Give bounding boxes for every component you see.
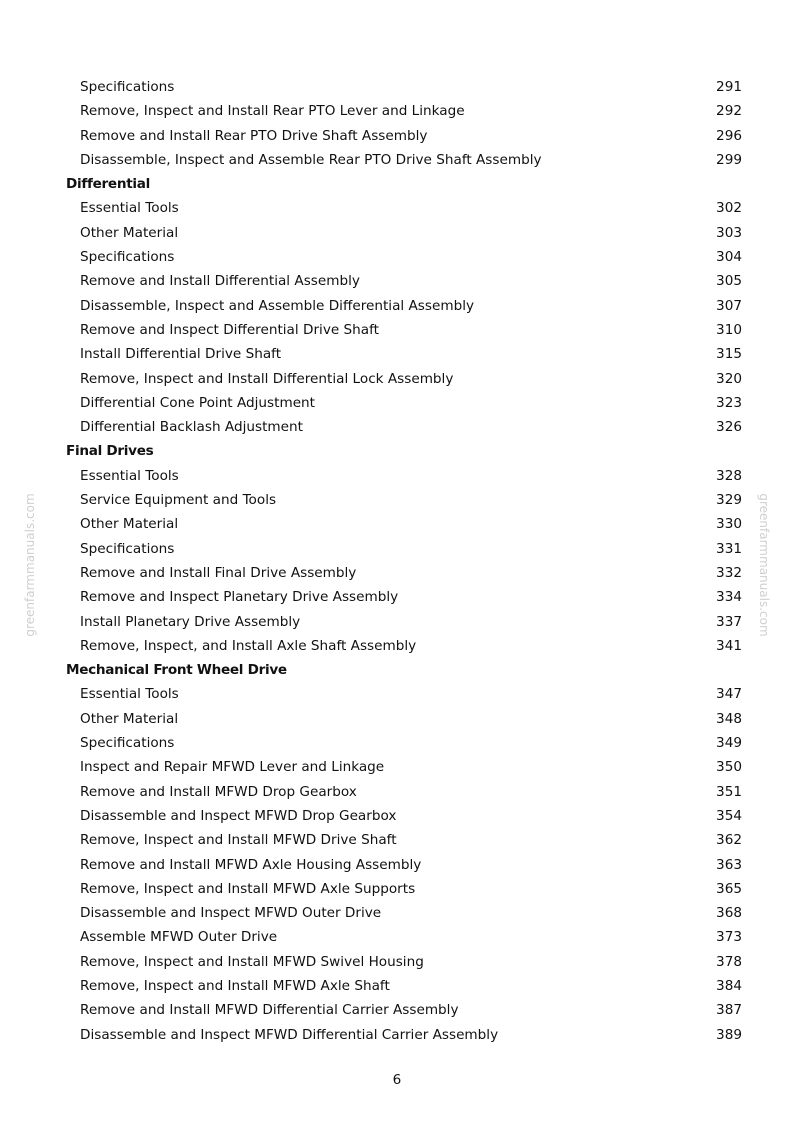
toc-entry[interactable] [66, 75, 742, 99]
entry-title: Disassemble and Inspect MFWD Drop Gearbox [80, 807, 397, 824]
toc-entry[interactable] [66, 610, 742, 634]
toc-entry[interactable] [66, 585, 742, 609]
toc-section-heading [66, 172, 742, 196]
entry-title: Other Material [80, 710, 179, 727]
entry-title: Remove, Inspect and Install Rear PTO Lever and Linkage [80, 103, 465, 120]
toc-entry[interactable] [66, 294, 742, 318]
table-of-contents [66, 75, 742, 1047]
entry-page-number: 332 [716, 564, 742, 581]
watermark-left: greenfarmmanuals.com [23, 493, 37, 637]
toc-entry[interactable] [66, 512, 742, 536]
toc-entry[interactable] [66, 925, 742, 949]
entry-title: Remove and Install MFWD Axle Housing Assembly [80, 856, 422, 873]
toc-section-heading [66, 439, 742, 463]
entry-page-number: 320 [716, 370, 742, 387]
entry-page-number: 310 [716, 321, 742, 338]
section-title: Final Drives [66, 443, 154, 460]
entry-page-number: 373 [716, 929, 742, 946]
toc-entry[interactable] [66, 367, 742, 391]
entry-title: Assemble MFWD Outer Drive [80, 929, 278, 946]
toc-entry[interactable] [66, 804, 742, 828]
page-number: 6 [392, 1072, 402, 1088]
entry-title: Remove and Install MFWD Drop Gearbox [80, 783, 357, 800]
entry-page-number: 354 [716, 807, 742, 824]
toc-entry[interactable] [66, 877, 742, 901]
toc-entry[interactable] [66, 780, 742, 804]
section-title: Differential [66, 176, 150, 193]
entry-title: Disassemble, Inspect and Assemble Rear PTO Drive Shaft Assembly [80, 151, 542, 168]
entry-page-number: 363 [716, 856, 742, 873]
entry-page-number: 368 [716, 905, 742, 922]
entry-title: Remove, Inspect and Install Differential Lock Assembly [80, 370, 454, 387]
toc-entry[interactable] [66, 342, 742, 366]
entry-title: Inspect and Repair MFWD Lever and Linkage [80, 759, 385, 776]
toc-entry[interactable] [66, 561, 742, 585]
entry-title: Remove and Inspect Differential Drive Shaft [80, 321, 379, 338]
entry-page-number: 326 [716, 419, 742, 436]
entry-title: Remove and Inspect Planetary Drive Assembly [80, 589, 399, 606]
entry-title: Remove and Install Differential Assembly [80, 273, 360, 290]
entry-title: Remove, Inspect, and Install Axle Shaft Assembly [80, 637, 417, 654]
entry-title: Remove and Install Final Drive Assembly [80, 564, 357, 581]
entry-title: Essential Tools [80, 200, 179, 217]
entry-page-number: 307 [716, 297, 742, 314]
toc-entry[interactable] [66, 682, 742, 706]
toc-entry[interactable] [66, 318, 742, 342]
entry-page-number: 349 [716, 735, 742, 752]
entry-title: Disassemble and Inspect MFWD Outer Drive [80, 905, 382, 922]
toc-entry[interactable] [66, 391, 742, 415]
entry-title: Remove, Inspect and Install MFWD Axle Supports [80, 880, 416, 897]
entry-title: Service Equipment and Tools [80, 492, 277, 509]
entry-page-number: 378 [716, 953, 742, 970]
entry-page-number: 387 [716, 1002, 742, 1019]
entry-title: Specifications [80, 249, 175, 266]
toc-entry[interactable] [66, 755, 742, 779]
entry-page-number: 362 [716, 832, 742, 849]
entry-title: Install Differential Drive Shaft [80, 346, 282, 363]
toc-entry[interactable] [66, 634, 742, 658]
toc-entry[interactable] [66, 974, 742, 998]
entry-page-number: 347 [716, 686, 742, 703]
toc-entry[interactable] [66, 901, 742, 925]
toc-entry[interactable] [66, 731, 742, 755]
entry-page-number: 305 [716, 273, 742, 290]
entry-page-number: 341 [716, 637, 742, 654]
toc-entry[interactable] [66, 196, 742, 220]
toc-entry[interactable] [66, 99, 742, 123]
entry-page-number: 337 [716, 613, 742, 630]
entry-title: Specifications [80, 540, 175, 557]
entry-page-number: 365 [716, 880, 742, 897]
entry-page-number: 328 [716, 467, 742, 484]
entry-title: Essential Tools [80, 686, 179, 703]
toc-entry[interactable] [66, 828, 742, 852]
entry-page-number: 384 [716, 977, 742, 994]
entry-title: Differential Backlash Adjustment [80, 419, 303, 436]
toc-entry[interactable] [66, 124, 742, 148]
entry-title: Other Material [80, 224, 179, 241]
toc-entry[interactable] [66, 269, 742, 293]
toc-entry[interactable] [66, 148, 742, 172]
entry-page-number: 329 [716, 492, 742, 509]
section-title: Mechanical Front Wheel Drive [66, 662, 287, 679]
entry-page-number: 350 [716, 759, 742, 776]
toc-entry[interactable] [66, 221, 742, 245]
entry-page-number: 292 [716, 103, 742, 120]
toc-entry[interactable] [66, 464, 742, 488]
entry-title: Specifications [80, 735, 175, 752]
toc-entry[interactable] [66, 415, 742, 439]
watermark-right: greenfarmmanuals.com [757, 493, 771, 637]
toc-entry[interactable] [66, 488, 742, 512]
entry-title: Other Material [80, 516, 179, 533]
toc-entry[interactable] [66, 950, 742, 974]
toc-section-heading [66, 658, 742, 682]
entry-page-number: 331 [716, 540, 742, 557]
entry-title: Essential Tools [80, 467, 179, 484]
entry-title: Specifications [80, 79, 175, 95]
entry-page-number: 351 [716, 783, 742, 800]
entry-page-number: 348 [716, 710, 742, 727]
entry-title: Disassemble, Inspect and Assemble Differential Assembly [80, 297, 475, 314]
entry-page-number: 296 [716, 127, 742, 144]
entry-page-number: 302 [716, 200, 742, 217]
entry-page-number: 304 [716, 249, 742, 266]
toc-entry[interactable] [66, 537, 742, 561]
toc-entry[interactable] [66, 853, 742, 877]
entry-page-number: 389 [716, 1026, 742, 1043]
entry-title: Disassemble and Inspect MFWD Differential Carrier Assembly [80, 1026, 499, 1043]
entry-title: Remove, Inspect and Install MFWD Drive Shaft [80, 832, 397, 849]
entry-page-number: 303 [716, 224, 742, 241]
toc-entry[interactable] [66, 998, 742, 1022]
entry-page-number: 291 [716, 79, 742, 95]
entry-page-number: 334 [716, 589, 742, 606]
toc-entry[interactable] [66, 1023, 742, 1047]
entry-title: Remove, Inspect and Install MFWD Swivel Housing [80, 953, 424, 970]
entry-page-number: 299 [716, 151, 742, 168]
toc-entry[interactable] [66, 707, 742, 731]
entry-page-number: 315 [716, 346, 742, 363]
entry-page-number: 330 [716, 516, 742, 533]
entry-title: Differential Cone Point Adjustment [80, 394, 316, 411]
entry-page-number: 323 [716, 394, 742, 411]
entry-title: Remove, Inspect and Install MFWD Axle Shaft [80, 977, 390, 994]
entry-title: Remove and Install MFWD Differential Carrier Assembly [80, 1002, 459, 1019]
entry-title: Remove and Install Rear PTO Drive Shaft Assembly [80, 127, 428, 144]
toc-entry[interactable] [66, 245, 742, 269]
entry-title: Install Planetary Drive Assembly [80, 613, 301, 630]
